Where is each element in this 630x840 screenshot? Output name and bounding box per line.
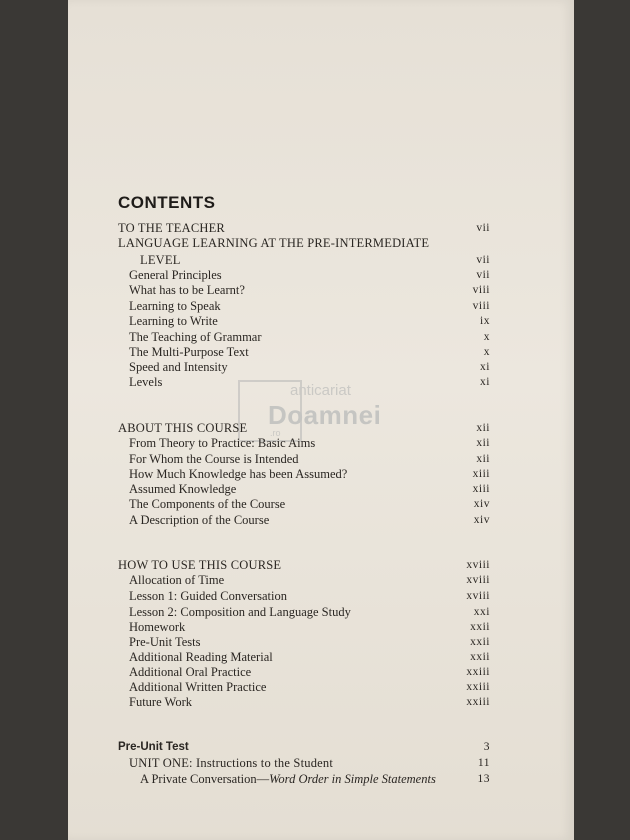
contents-list <box>118 0 490 840</box>
contents-heading: CONTENTS <box>118 193 216 212</box>
toc-entry-page: xxiii <box>466 666 490 678</box>
toc-entry-label: Learning to Write <box>129 314 218 328</box>
toc-entry <box>118 635 490 650</box>
toc-entry <box>118 558 490 573</box>
toc-entry-label: A Description of the Course <box>129 513 270 527</box>
toc-entry-page: xii <box>476 437 490 449</box>
toc-entry <box>118 680 490 695</box>
toc-entry-label: Assumed Knowledge <box>129 482 237 496</box>
toc-entry-label-main: A Private Conversation— <box>140 772 270 786</box>
toc-entry-page: viii <box>472 284 490 296</box>
toc-entry <box>118 236 490 251</box>
toc-entry-page: 3 <box>483 741 490 753</box>
toc-entry-page: 13 <box>477 773 490 785</box>
toc-entry <box>118 299 490 314</box>
toc-entry-label: HOW TO USE THIS COURSE <box>118 558 282 572</box>
toc-entry <box>118 695 490 710</box>
toc-entry-page: xviii <box>466 559 490 571</box>
toc-entry-label: The Multi-Purpose Text <box>129 345 249 359</box>
toc-entry <box>118 268 490 283</box>
toc-entry-page: xiii <box>472 483 490 495</box>
watermark-text-top: anticariat <box>290 382 351 399</box>
toc-entry-label: UNIT ONE: Instructions to the Student <box>129 756 334 770</box>
toc-entry-label: The Teaching of Grammar <box>129 330 262 344</box>
toc-entry-label: How Much Knowledge has been Assumed? <box>129 467 348 481</box>
toc-entry <box>118 221 490 236</box>
toc-entry-page: xviii <box>466 574 490 586</box>
toc-entry-label <box>140 772 436 787</box>
toc-entry-page: xxi <box>473 606 490 618</box>
toc-entry-page: xi <box>480 376 490 388</box>
toc-entry-label: Speed and Intensity <box>129 360 228 374</box>
toc-entry-page: xi <box>480 361 490 373</box>
toc-entry <box>118 283 490 298</box>
toc-entry <box>118 740 490 755</box>
toc-entry-label: Learning to Speak <box>129 299 221 313</box>
toc-entry <box>118 467 490 482</box>
toc-entry-page: xxiii <box>466 681 490 693</box>
toc-entry-page: viii <box>472 300 490 312</box>
toc-entry-label: LEVEL <box>140 253 181 267</box>
toc-entry <box>118 330 490 345</box>
toc-entry <box>118 421 490 436</box>
toc-entry-label: Levels <box>129 375 163 389</box>
toc-entry-page: xviii <box>466 590 490 602</box>
toc-entry <box>118 375 490 390</box>
toc-entry <box>118 314 490 329</box>
toc-entry <box>118 620 490 635</box>
toc-entry-page: x <box>483 331 490 343</box>
toc-entry-label: TO THE TEACHER <box>118 221 225 235</box>
toc-entry-label: Future Work <box>129 695 192 709</box>
toc-entry-label: General Principles <box>129 268 222 282</box>
toc-entry <box>118 756 490 771</box>
toc-entry-page: x <box>483 346 490 358</box>
toc-entry-label: What has to be Learnt? <box>129 283 245 297</box>
toc-entry-page: xiv <box>473 514 490 526</box>
toc-entry-page: xii <box>476 453 490 465</box>
toc-entry-page: vii <box>476 254 490 266</box>
watermark-text-main: Doamnei <box>268 400 382 430</box>
toc-entry <box>118 589 490 604</box>
toc-entry-label: Additional Oral Practice <box>129 665 252 679</box>
watermark-text-domain: .ro <box>270 428 281 438</box>
toc-entry-label: The Components of the Course <box>129 497 286 511</box>
toc-entry-label: Pre-Unit Test <box>118 741 189 753</box>
toc-entry-page: vii <box>476 269 490 281</box>
toc-entry-label: Lesson 2: Composition and Language Study <box>129 605 351 619</box>
toc-entry-page: ix <box>480 315 490 327</box>
toc-entry-label: ABOUT THIS COURSE <box>118 421 248 435</box>
toc-entry <box>118 253 490 268</box>
toc-entry <box>118 665 490 680</box>
toc-entry-label: From Theory to Practice: Basic Aims <box>129 436 316 450</box>
toc-entry-label: Additional Reading Material <box>129 650 273 664</box>
toc-entry <box>118 605 490 620</box>
toc-entry-page: vii <box>476 222 490 234</box>
toc-entry-label: For Whom the Course is Intended <box>129 452 299 466</box>
toc-entry-page: xiv <box>473 498 490 510</box>
toc-entry-label: Additional Written Practice <box>129 680 267 694</box>
toc-entry <box>118 452 490 467</box>
toc-entry-label: Allocation of Time <box>129 573 225 587</box>
toc-entry <box>118 573 490 588</box>
toc-entry-label: LANGUAGE LEARNING AT THE PRE-INTERMEDIATE <box>118 236 430 250</box>
toc-entry-label: Lesson 1: Guided Conversation <box>129 589 287 603</box>
toc-entry <box>118 436 490 451</box>
toc-entry-label: Pre-Unit Tests <box>129 635 201 649</box>
toc-entry-page: xxiii <box>466 696 490 708</box>
toc-entry-page: 11 <box>477 757 490 769</box>
toc-entry <box>118 345 490 360</box>
toc-entry <box>118 360 490 375</box>
toc-entry <box>118 650 490 665</box>
toc-entry-page: xxii <box>470 621 490 633</box>
toc-entry <box>118 497 490 512</box>
toc-entry-page: xii <box>476 422 490 434</box>
toc-entry-label-italic: Word Order in Simple Statements <box>269 772 436 786</box>
toc-entry <box>118 513 490 528</box>
toc-entry-page: xxii <box>470 636 490 648</box>
toc-entry-page: xxii <box>470 651 490 663</box>
toc-entry <box>118 482 490 497</box>
toc-entry-page: xiii <box>472 468 490 480</box>
toc-entry <box>118 772 490 787</box>
toc-entry-label: Homework <box>129 620 186 634</box>
